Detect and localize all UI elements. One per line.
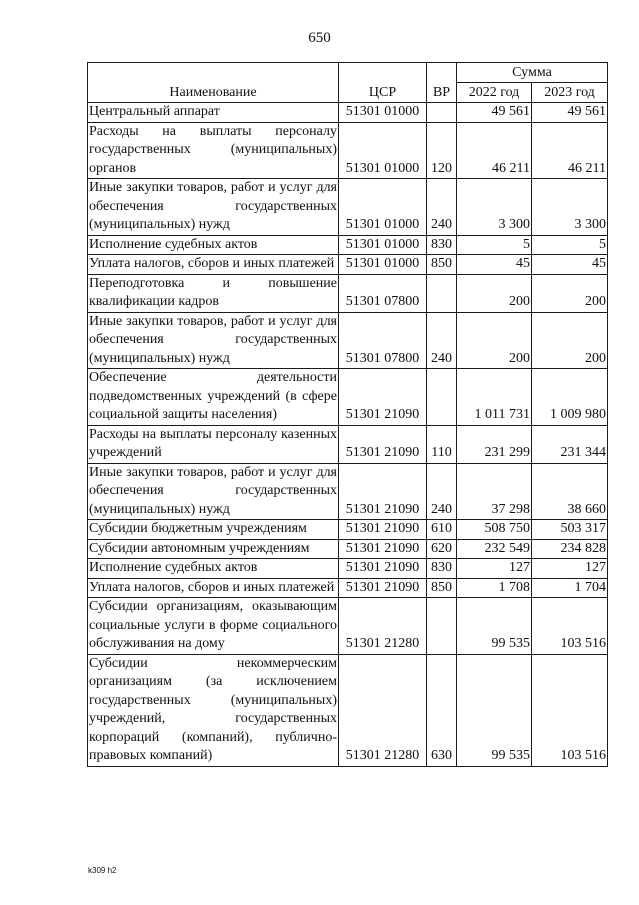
row-name: Уплата налогов, сборов и иных платежей (88, 255, 339, 275)
row-name: Субсидии некоммерческим организациям (за исключением государственных (муниципальных) учреждений, государственных корпораций (компаний), публично-правовых компаний) (88, 654, 339, 766)
row-vr: 830 (427, 235, 457, 255)
row-vr: 630 (427, 654, 457, 766)
row-csr: 51301 21090 (339, 463, 427, 520)
row-name: Иные закупки товаров, работ и услуг для обеспечения государственных (муниципальных) нужд (88, 179, 339, 236)
row-csr: 51301 07800 (339, 274, 427, 312)
row-amount-2023: 46 211 (532, 122, 608, 179)
row-csr: 51301 01000 (339, 179, 427, 236)
row-amount-2023: 200 (532, 274, 608, 312)
row-name: Уплата налогов, сборов и иных платежей (88, 578, 339, 598)
row-csr: 51301 21090 (339, 578, 427, 598)
table-header (88, 63, 608, 103)
table-row (88, 255, 608, 275)
row-vr: 620 (427, 539, 457, 559)
header-sum: Сумма (457, 63, 608, 83)
row-vr (427, 598, 457, 655)
row-amount-2022: 99 535 (457, 654, 532, 766)
row-amount-2022: 200 (457, 274, 532, 312)
row-vr: 850 (427, 578, 457, 598)
row-amount-2023: 103 516 (532, 598, 608, 655)
row-amount-2022: 127 (457, 559, 532, 579)
row-amount-2023: 38 660 (532, 463, 608, 520)
row-amount-2022: 5 (457, 235, 532, 255)
page-number: 650 (308, 30, 331, 46)
row-vr (427, 274, 457, 312)
row-amount-2022: 508 750 (457, 520, 532, 540)
row-amount-2023: 5 (532, 235, 608, 255)
row-amount-2023: 49 561 (532, 103, 608, 123)
row-amount-2022: 46 211 (457, 122, 532, 179)
row-amount-2023: 3 300 (532, 179, 608, 236)
row-amount-2023: 45 (532, 255, 608, 275)
row-vr: 240 (427, 179, 457, 236)
row-vr: 850 (427, 255, 457, 275)
row-name: Исполнение судебных актов (88, 559, 339, 579)
row-csr: 51301 07800 (339, 312, 427, 369)
row-amount-2022: 99 535 (457, 598, 532, 655)
row-name: Исполнение судебных актов (88, 235, 339, 255)
row-name: Центральный аппарат (88, 103, 339, 123)
row-amount-2023: 234 828 (532, 539, 608, 559)
row-name: Расходы на выплаты персоналу казенных учреждений (88, 425, 339, 463)
header-year-2023: 2023 год (532, 83, 608, 103)
footer-code: k309 h2 (88, 866, 117, 875)
table-row (88, 235, 608, 255)
row-csr: 51301 21090 (339, 559, 427, 579)
row-name: Расходы на выплаты персоналу государственных (муниципальных) органов (88, 122, 339, 179)
header-csr: ЦСР (339, 63, 427, 103)
row-amount-2022: 45 (457, 255, 532, 275)
row-csr: 51301 21090 (339, 539, 427, 559)
row-name: Переподготовка и повышение квалификации кадров (88, 274, 339, 312)
row-csr: 51301 01000 (339, 235, 427, 255)
table-row (88, 598, 608, 655)
row-vr (427, 103, 457, 123)
row-name: Иные закупки товаров, работ и услуг для обеспечения государственных (муниципальных) нужд (88, 463, 339, 520)
header-year-2022: 2022 год (457, 83, 532, 103)
row-csr: 51301 01000 (339, 122, 427, 179)
table-row (88, 463, 608, 520)
table-row (88, 654, 608, 766)
row-csr: 51301 01000 (339, 103, 427, 123)
row-name: Субсидии автономным учреждениям (88, 539, 339, 559)
row-amount-2022: 1 011 731 (457, 369, 532, 426)
table-row (88, 179, 608, 236)
row-amount-2022: 232 549 (457, 539, 532, 559)
table-row (88, 520, 608, 540)
row-csr: 51301 21280 (339, 598, 427, 655)
row-csr: 51301 21280 (339, 654, 427, 766)
row-vr: 610 (427, 520, 457, 540)
row-amount-2022: 37 298 (457, 463, 532, 520)
row-amount-2023: 231 344 (532, 425, 608, 463)
row-vr: 240 (427, 312, 457, 369)
row-amount-2022: 231 299 (457, 425, 532, 463)
row-amount-2023: 200 (532, 312, 608, 369)
row-amount-2022: 3 300 (457, 179, 532, 236)
row-csr: 51301 01000 (339, 255, 427, 275)
row-amount-2023: 127 (532, 559, 608, 579)
table-body (88, 103, 608, 767)
table-row (88, 539, 608, 559)
budget-table (87, 62, 608, 767)
row-csr: 51301 21090 (339, 425, 427, 463)
table-row (88, 425, 608, 463)
table-row (88, 369, 608, 426)
row-amount-2023: 503 317 (532, 520, 608, 540)
table-row (88, 274, 608, 312)
header-vr: ВР (427, 63, 457, 103)
row-amount-2022: 1 708 (457, 578, 532, 598)
row-vr: 120 (427, 122, 457, 179)
row-amount-2022: 200 (457, 312, 532, 369)
row-amount-2022: 49 561 (457, 103, 532, 123)
row-vr: 830 (427, 559, 457, 579)
row-name: Субсидии организациям, оказывающим социальные услуги в форме социального обслуживания на дому (88, 598, 339, 655)
row-vr: 240 (427, 463, 457, 520)
table-row (88, 103, 608, 123)
row-csr: 51301 21090 (339, 520, 427, 540)
row-amount-2023: 103 516 (532, 654, 608, 766)
table-row (88, 559, 608, 579)
header-name: Наименование (88, 63, 339, 103)
row-vr: 110 (427, 425, 457, 463)
row-csr: 51301 21090 (339, 369, 427, 426)
row-name: Иные закупки товаров, работ и услуг для обеспечения государственных (муниципальных) нужд (88, 312, 339, 369)
table-row (88, 122, 608, 179)
row-name: Обеспечение деятельности подведомственных учреждений (в сфере социальной защиты населения) (88, 369, 339, 426)
row-amount-2023: 1 009 980 (532, 369, 608, 426)
row-amount-2023: 1 704 (532, 578, 608, 598)
table-row (88, 312, 608, 369)
row-name: Субсидии бюджетным учреждениям (88, 520, 339, 540)
table-row (88, 578, 608, 598)
row-vr (427, 369, 457, 426)
